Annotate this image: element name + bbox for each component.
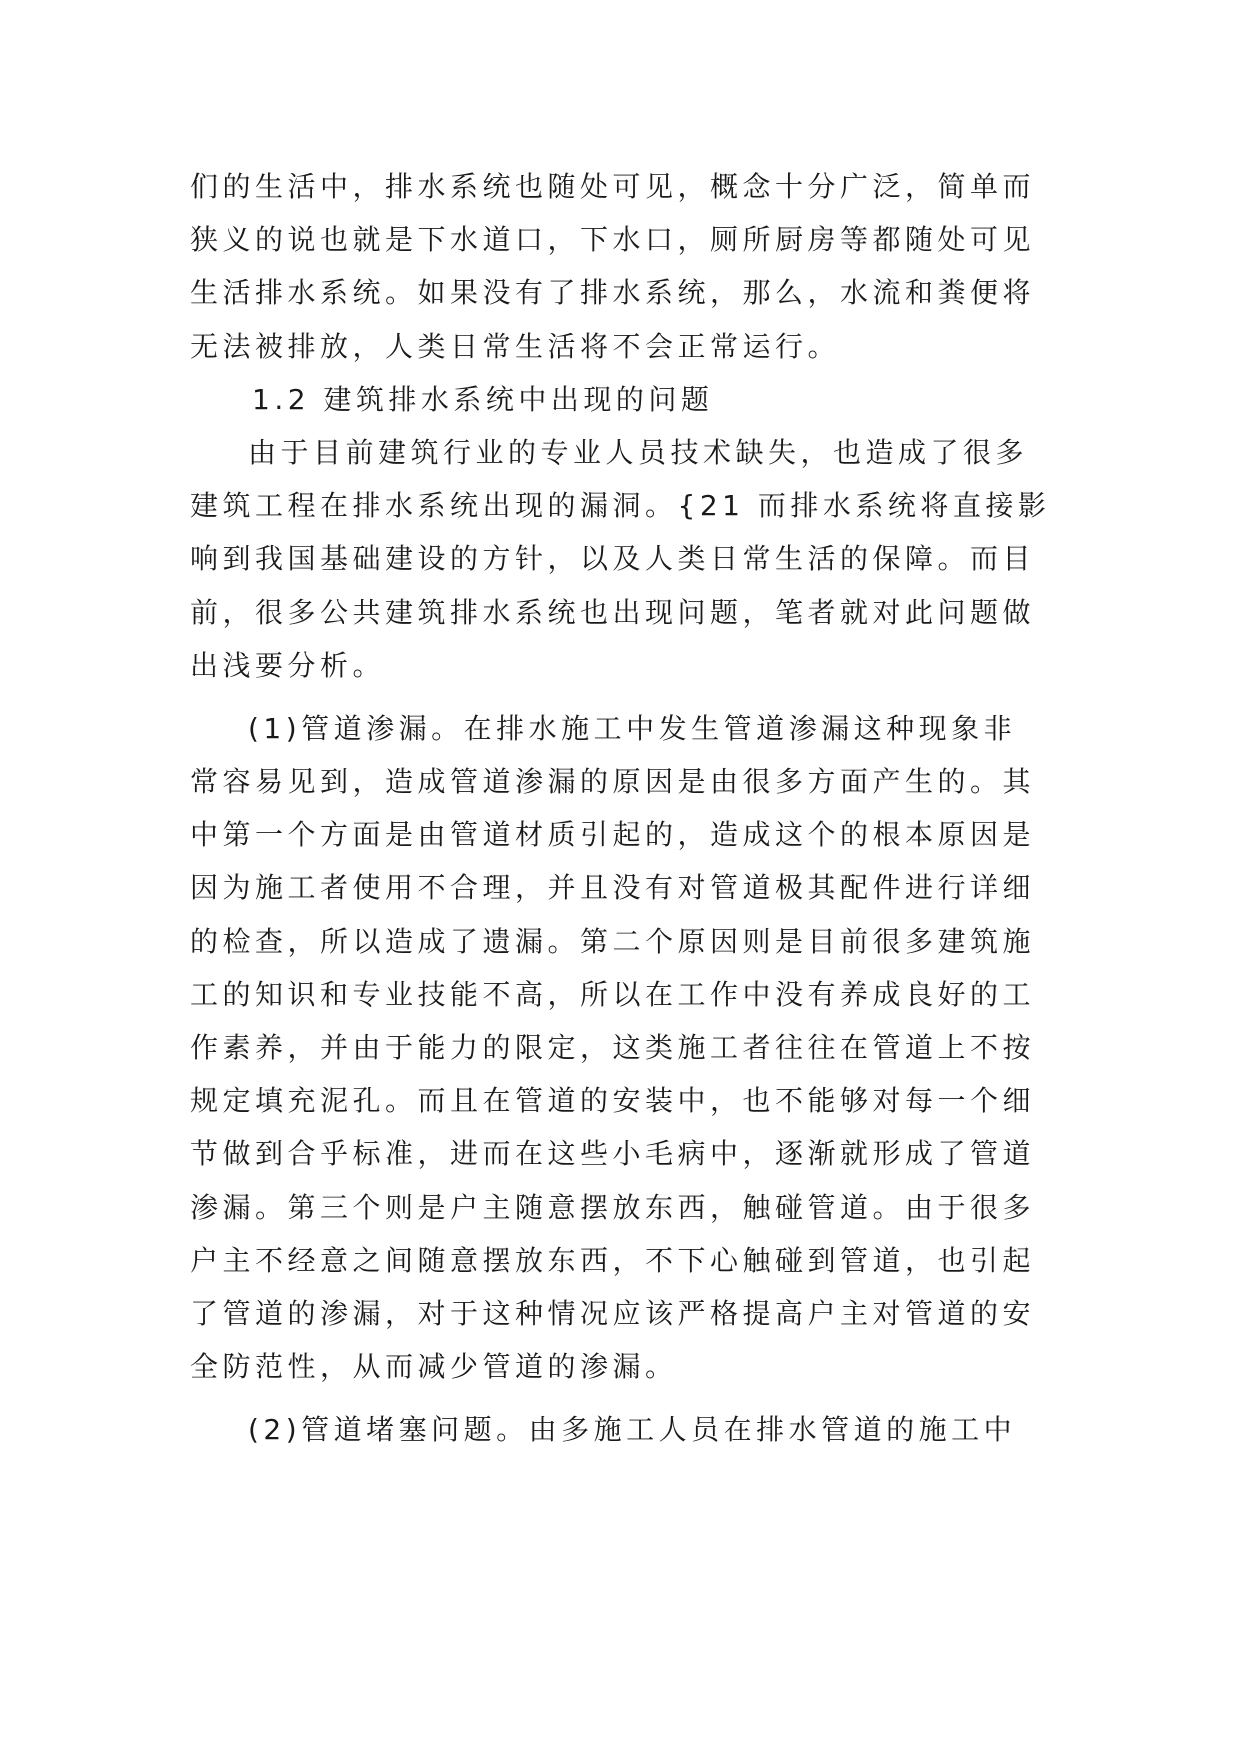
text-line: 全防范性，从而减少管道的渗漏。 — [190, 1350, 678, 1384]
text-line: 们的生活中，排水系统也随处可见，概念十分广泛，简单而 — [190, 170, 1036, 203]
text-line: (1)管道渗漏。在排水施工中发生管道渗漏这种现象非 — [248, 711, 1017, 745]
paragraph-4 — [190, 1403, 1060, 1456]
text-line: 出浅要分析。 — [190, 648, 386, 682]
paragraph-1 — [190, 160, 1060, 373]
text-line: 工的知识和专业技能不高，所以在工作中没有养成良好的工 — [190, 977, 1036, 1011]
text-line: 渗漏。第三个则是户主随意摆放东西，触碰管道。由于很多 — [190, 1190, 1036, 1224]
text-line: 狭义的说也就是下水道口，下水口，厕所厨房等都随处可见 — [190, 223, 1036, 257]
document-page — [190, 160, 1060, 1457]
text-line: 生活排水系统。如果没有了排水系统，那么，水流和粪便将 — [190, 276, 1036, 310]
text-line: 的检查，所以造成了遗漏。第二个原因则是目前很多建筑施 — [190, 924, 1036, 958]
text-line: 作素养，并由于能力的限定，这类施工者往往在管道上不按 — [190, 1031, 1036, 1064]
text-line: 规定填充泥孔。而且在管道的安装中，也不能够对每一个细 — [190, 1084, 1036, 1118]
text-line: (2)管道堵塞问题。由多施工人员在排水管道的施工中 — [248, 1413, 1017, 1447]
paragraph-3 — [190, 702, 1060, 1393]
text-line: 户主不经意之间随意摆放东西，不下心触碰到管道，也引起 — [190, 1243, 1036, 1277]
text-line: 因为施工者使用不合理，并且没有对管道极其配件进行详细 — [190, 871, 1036, 905]
text-line: 无法被排放，人类日常生活将不会正常运行。 — [190, 329, 841, 363]
text-line: 常容易见到，造成管道渗漏的原因是由很多方面产生的。其 — [190, 765, 1036, 799]
text-line: 中第一个方面是由管道材质引起的，造成这个的根本原因是 — [190, 818, 1036, 852]
text-line: 由于目前建筑行业的专业人员技术缺失，也造成了很多 — [248, 435, 1029, 469]
section-heading: 1.2 建筑排水系统中出现的问题 — [252, 382, 714, 416]
text-line: 了管道的渗漏，对于这种情况应该严格提高户主对管道的安 — [190, 1296, 1036, 1330]
text-line: 响到我国基础建设的方针，以及人类日常生活的保障。而目 — [190, 542, 1036, 576]
text-line: 节做到合乎标准，进而在这些小毛病中，逐渐就形成了管道 — [190, 1137, 1036, 1171]
text-line: 前，很多公共建筑排水系统也出现问题，笔者就对此问题做 — [190, 595, 1036, 629]
text-line: 建筑工程在排水系统出现的漏洞。{21 而排水系统将直接影 — [190, 489, 1051, 523]
paragraph-2 — [190, 426, 1060, 692]
